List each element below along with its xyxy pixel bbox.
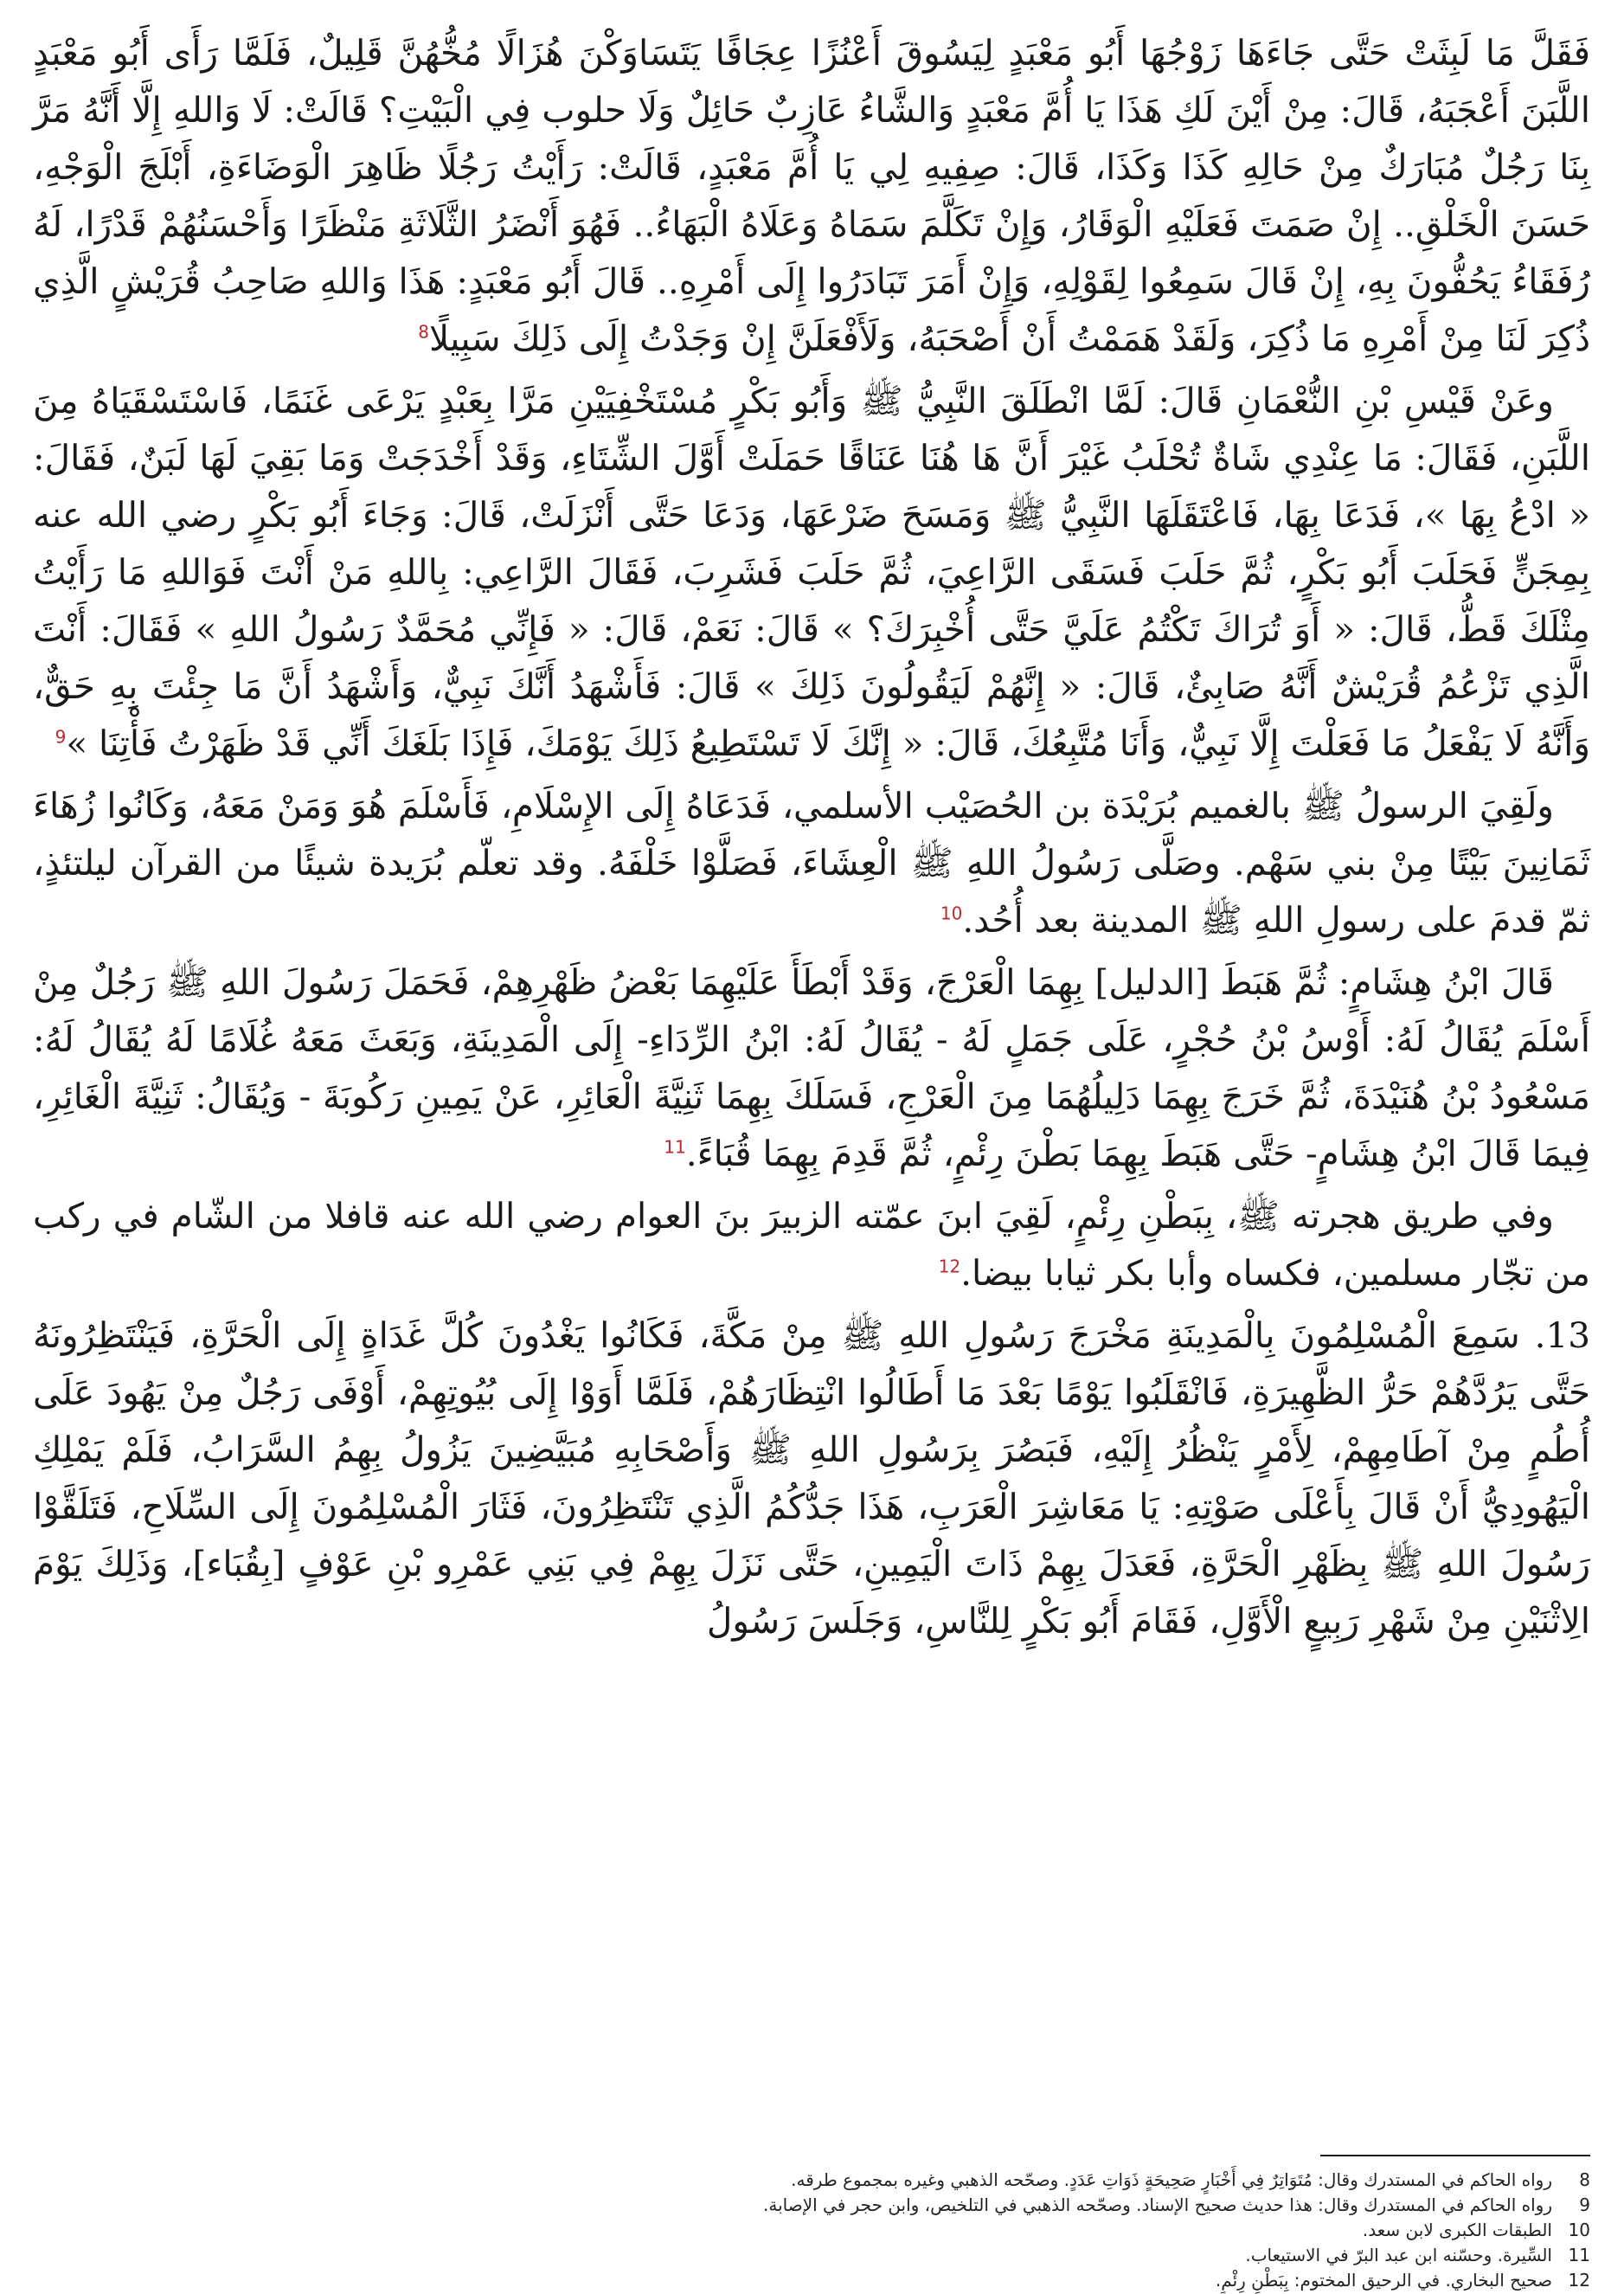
paragraph-zubayr — [33, 1187, 1590, 1301]
footnote-text: رواه الحاكم في المستدرك وقال: مُتَوَاتِرٌ فِي أَخْبَارٍ صَحِيحَةٍ ذَوَاتِ عَدَدٍ. وصحّحه الذهبي وغيره بمجموع طرقه. — [791, 2169, 1552, 2190]
book-page — [33, 24, 1590, 2291]
paragraph-qays — [33, 372, 1590, 772]
footnote-text: صحيح البخاري. في الرحيق المختوم: بِبَطْنِ رِئْمٍ. — [1215, 2270, 1552, 2291]
paragraph-text: وعَنْ قَيْسِ بْنِ النُّعْمَانِ قَالَ: لَمَّا انْطَلَقَ النَّبِيُّ ﷺ وَأَبُو بَكْرٍ مُسْتَخْفِيَيْنِ مَرَّا بِعَبْدٍ يَرْعَى غَنَمًا، فَاسْتَسْقَيَاهُ مِنَ اللَّبَنِ، فَقَالَ: مَا عِنْدِي شَاةٌ تُحْلَبُ غَيْرَ أَنَّ هَا هُنَا عَنَاقًا حَمَلَتْ أَوَّلَ الشِّتَاءِ، وَقَدْ أَخْدَجَتْ وَمَا بَقِيَ لَهَا لَبَنٌ، فَقَالَ: « ادْعُ بِهَا »، فَدَعَا بِهَا، فَاعْتَقَلَهَا النَّبِيُّ ﷺ وَمَسَحَ ضَرْعَهَا، وَدَعَا حَتَّى أَنْزَلَتْ، قَالَ: وَجَاءَ أَبُو بَكْرٍ رضي الله عنه بِمِجَنٍّ فَحَلَبَ أَبُو بَكْرٍ، ثُمَّ حَلَبَ فَسَقَى الرَّاعِيَ، ثُمَّ حَلَبَ فَشَرِبَ، فَقَالَ الرَّاعِي: بِاللهِ مَنْ أَنْتَ فَوَاللهِ مَا رَأَيْتُ مِثْلَكَ قَطُّ، قَالَ: « أَوَ تُرَاكَ تَكْتُمُ عَلَيَّ حَتَّى أُخْبِرَكَ؟ » قَالَ: نَعَمْ، قَالَ: « فَإِنِّي مُحَمَّدٌ رَسُولُ اللهِ » فَقَالَ: أَنْتَ الَّذِي تَزْعُمُ قُرَيْشٌ أَنَّهُ صَابِئٌ، قَالَ: « إِنَّهُمْ لَيَقُولُونَ ذَلِكَ » قَالَ: فَأَشْهَدُ أَنَّكَ نَبِيٌّ، وَأَشْهَدُ أَنَّ مَا جِئْتَ بِهِ حَقٌّ، وَأَنَّهُ لَا يَفْعَلُ مَا فَعَلْتَ إِلَّا نَبِيٌّ، وَأَنَا مُتَّبِعُكَ، قَالَ: « إِنَّكَ لَا تَسْتَطِيعُ ذَلِكَ يَوْمَكَ، فَإِذَا بَلَغَكَ أَنِّي قَدْ ظَهَرْتُ فَأْتِنَا » — [33, 380, 1590, 764]
footnote-number: 9 — [1579, 2194, 1590, 2215]
footnote-number: 10 — [1568, 2220, 1590, 2240]
footnote-12 — [33, 2269, 1590, 2291]
paragraph-13-arrival — [33, 1307, 1590, 1649]
footnote-reference[interactable]: 12 — [938, 1256, 961, 1277]
footnote-reference[interactable]: 11 — [664, 1136, 686, 1158]
footnote-number: 8 — [1579, 2169, 1590, 2190]
footnote-reference[interactable]: 9 — [55, 726, 67, 748]
footnote-10 — [33, 2219, 1590, 2241]
footnote-number: 11 — [1568, 2245, 1590, 2265]
footnote-reference[interactable]: 10 — [940, 903, 963, 924]
paragraph-text: قَالَ ابْنُ هِشَامٍ: ثُمَّ هَبَطَ [الدليل] بِهِمَا الْعَرْجَ، وَقَدْ أَبْطَأَ عَلَيْهِمَا بَعْضُ ظَهْرِهِمْ، فَحَمَلَ رَسُولَ اللهِ ﷺ رَجُلٌ مِنْ أَسْلَمَ يُقَالُ لَهُ: أَوْسُ بْنُ حُجْرٍ، عَلَى جَمَلٍ لَهُ - يُقَالُ لَهُ: ابْنُ الرِّدَاءِ- إِلَى الْمَدِينَةِ، وَبَعَثَ مَعَهُ غُلَامًا لَهُ يُقَالُ لَهُ: مَسْعُودُ بْنُ هُنَيْدَةَ، ثُمَّ خَرَجَ بِهِمَا دَلِيلُهُمَا مِنَ الْعَرْجِ، فَسَلَكَ بِهِمَا ثَنِيَّةَ الْعَائِرِ، عَنْ يَمِينِ رَكُوبَةَ - وَيُقَالُ: ثَنِيَّةَ الْغَائِرِ، فِيمَا قَالَ ابْنُ هِشَامٍ- حَتَّى هَبَطَ بِهِمَا بَطْنَ رِئْمٍ، ثُمَّ قَدِمَ بِهِمَا قُبَاءً. — [33, 961, 1590, 1174]
footnote-11 — [33, 2244, 1590, 2266]
footnote-9 — [33, 2194, 1590, 2216]
footnotes — [33, 2169, 1590, 2294]
footnote-number: 12 — [1568, 2270, 1590, 2291]
paragraph-umm-mabad — [33, 24, 1590, 367]
main-text — [33, 24, 1590, 1649]
paragraph-text: ولَقِيَ الرسولُ ﷺ بالغميم بُرَيْدَة بن الحُصَيْب الأسلمي، فَدَعَاهُ إِلَى الإِسْلَامِ، فَأَسْلَمَ هُوَ وَمَنْ مَعَهُ، وَكَانُوا زُهَاءَ ثَمَانِينَ بَيْتًا مِنْ بني سَهْم. وصَلَّى رَسُولُ اللهِ ﷺ الْعِشَاءَ، فَصَلَّوْا خَلْفَهُ. وقد تعلّم بُرَيدة شيئًا من القرآن ليلتئذٍ، ثمّ قدمَ على رسولِ اللهِ ﷺ المدينة بعد أُحُد. — [33, 785, 1590, 941]
footnote-text: رواه الحاكم في المستدرك وقال: هذا حديث صحيح الإسناد. وصحّحه الذهبي في التلخيص، وابن حجر في الإصابة. — [763, 2194, 1552, 2215]
paragraph-ibn-hisham — [33, 954, 1590, 1182]
footnote-text: السِّيرة. وحسّنه ابن عبد البرّ في الاستيعاب. — [1245, 2245, 1552, 2265]
paragraph-text: وفي طريق هجرته ﷺ، بِبَطْنِ رِئْمٍ، لَقِيَ ابنَ عمّته الزبيرَ بنَ العوام رضي الله عنه قافلا من الشّام في ركب من تجّار مسلمين، فكساه وأبا بكر ثيابا بيضا. — [33, 1195, 1590, 1294]
footnote-8 — [33, 2169, 1590, 2191]
paragraph-buraydah — [33, 777, 1590, 948]
paragraph-text: 13. سَمِعَ الْمُسْلِمُونَ بِالْمَدِينَةِ مَخْرَجَ رَسُولِ اللهِ ﷺ مِنْ مَكَّةَ، فَكَانُوا يَغْدُونَ كُلَّ غَدَاةٍ إِلَى الْحَرَّةِ، فَيَنْتَظِرُونَهُ حَتَّى يَرُدَّهُمْ حَرُّ الظَّهِيرَةِ، فَانْقَلَبُوا يَوْمًا بَعْدَ مَا أَطَالُوا انْتِظَارَهُمْ، فَلَمَّا أَوَوْا إِلَى بُيُوتِهِمْ، أَوْفَى رَجُلٌ مِنْ يَهُودَ عَلَى أُطُمٍ مِنْ آطَامِهِمْ، لِأَمْرٍ يَنْظُرُ إِلَيْهِ، فَبَصُرَ بِرَسُولِ اللهِ ﷺ وَأَصْحَابِهِ مُبَيَّضِينَ يَزُولُ بِهِمُ السَّرَابُ، فَلَمْ يَمْلِكِ الْيَهُودِيُّ أَنْ قَالَ بِأَعْلَى صَوْتِهِ: يَا مَعَاشِرَ الْعَرَبِ، هَذَا جَدُّكُمُ الَّذِي تَنْتَظِرُونَ، فَثَارَ الْمُسْلِمُونَ إِلَى السِّلَاحِ، فَتَلَقَّوْا رَسُولَ اللهِ ﷺ بِظَهْرِ الْحَرَّةِ، فَعَدَلَ بِهِمْ ذَاتَ الْيَمِينِ، حَتَّى نَزَلَ بِهِمْ فِي بَنِي عَمْرِو بْنِ عَوْفٍ [بِقُبَاء]، وَذَلِكَ يَوْمَ الِاثْنَيْنِ مِنْ شَهْرِ رَبِيعٍ الْأَوَّلِ، فَقَامَ أَبُو بَكْرٍ لِلنَّاسِ، وَجَلَسَ رَسُولُ — [33, 1314, 1590, 1642]
footnote-reference[interactable]: 8 — [418, 321, 429, 343]
footnote-separator — [1320, 2155, 1590, 2156]
footnote-text: الطبقات الكبرى لابن سعد. — [1362, 2220, 1552, 2240]
paragraph-text: فَقَلَّ مَا لَبِثَتْ حَتَّى جَاءَهَا زَوْجُهَا أَبُو مَعْبَدٍ لِيَسُوقَ أَعْنُزًا عِجَافًا يَتَسَاوَكْنَ هُزَالًا مُخُّهُنَّ قَلِيلٌ، فَلَمَّا رَأَى أَبُو مَعْبَدٍ اللَّبَنَ أَعْجَبَهُ، قَالَ: مِنْ أَيْنَ لَكِ هَذَا يَا أُمَّ مَعْبَدٍ وَالشَّاءُ عَازِبٌ حَائِلٌ وَلَا حلوب فِي الْبَيْتِ؟ قَالَتْ: لَا وَاللهِ إِلَّا أَنَّهُ مَرَّ بِنَا رَجُلٌ مُبَارَكٌ مِنْ حَالِهِ كَذَا وَكَذَا، قَالَ: صِفِيهِ لِي يَا أُمَّ مَعْبَدٍ، قَالَتْ: رَأَيْتُ رَجُلًا ظَاهِرَ الْوَضَاءَةِ، أَبْلَجَ الْوَجْهِ، حَسَنَ الْخَلْقِ.. إِنْ صَمَتَ فَعَلَيْهِ الْوَقَارُ، وَإِنْ تَكَلَّمَ سَمَاهُ وَعَلَاهُ الْبَهَاءُ.. فَهُوَ أَنْضَرُ الثَّلَاثَةِ مَنْظَرًا وَأَحْسَنُهُمْ قَدْرًا، لَهُ رُفَقَاءُ يَحُفُّونَ بِهِ، إِنْ قَالَ سَمِعُوا لِقَوْلِهِ، وَإِنْ أَمَرَ تَبَادَرُوا إِلَى أَمْرِهِ.. قَالَ أَبُو مَعْبَدٍ: هَذَا وَاللهِ صَاحِبُ قُرَيْشٍ الَّذِي ذُكِرَ لَنَا مِنْ أَمْرِهِ مَا ذُكِرَ، وَلَقَدْ هَمَمْتُ أَنْ أَصْحَبَهُ، وَلَأَفْعَلَنَّ إِنْ وَجَدْتُ إِلَى ذَلِكَ سَبِيلًا — [33, 32, 1590, 359]
